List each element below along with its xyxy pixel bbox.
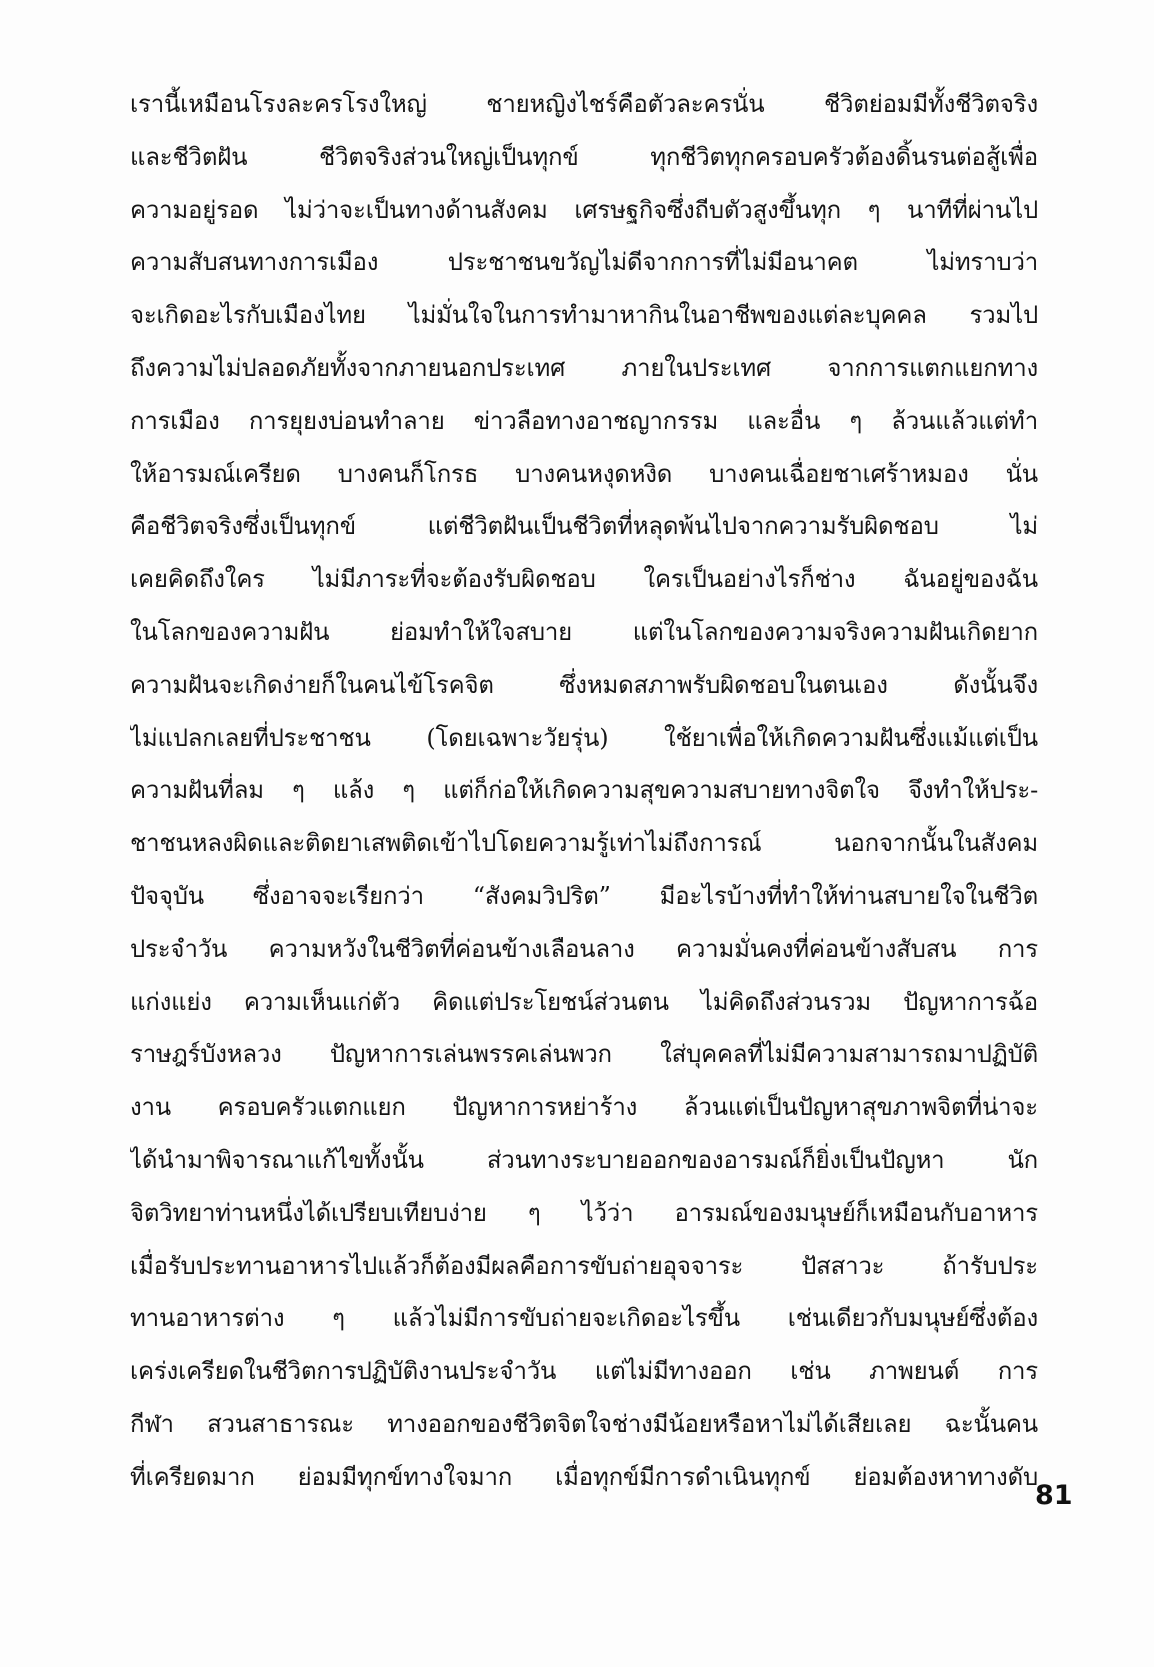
text-line-6: ถึงความไม่ปลอดภัยทั้งจากภายนอกประเทศ ภายในประเทศ จากการแตกแยกทาง	[130, 353, 1038, 382]
text-line-21: ได้นำมาพิจารณาแก้ไขทั้งนั้น ส่วนทางระบายออกของอารมณ์ก็ยิ่งเป็นปัญหา นัก	[130, 1145, 1038, 1174]
text-line-8: ให้อารมณ์เครียด บางคนก็โกรธ บางคนหงุดหงิด บางคนเฉื่อยชาเศร้าหมอง นั่น	[130, 459, 1038, 488]
text-line-23: เมื่อรับประทานอาหารไปแล้วก็ต้องมีผลคือการขับถ่ายอุจจาระ ปัสสาวะ ถ้ารับประ	[130, 1251, 1038, 1280]
text-line-5: จะเกิดอะไรกับเมืองไทย ไม่มั่นใจในการทำมาหากินในอาชีพของแต่ละบุคคล รวมไป	[130, 301, 1038, 330]
text-line-11: ในโลกของความฝัน ย่อมทำให้ใจสบาย แต่ในโลกของความจริงความฝันเกิดยาก	[130, 617, 1038, 646]
text-line-13: ไม่แปลกเลยที่ประชาชน (โดยเฉพาะวัยรุ่น) ใช้ยาเพื่อให้เกิดความฝันซึ่งแม้แต่เป็น	[130, 723, 1038, 752]
text-line-18: แก่งแย่ง ความเห็นแก่ตัว คิดแต่ประโยชน์ส่วนตน ไม่คิดถึงส่วนรวม ปัญหาการฉ้อ	[130, 987, 1038, 1016]
text-line-2: และชีวิตฝัน ชีวิตจริงส่วนใหญ่เป็นทุกข์ ทุกชีวิตทุกครอบครัวต้องดิ้นรนต่อสู้เพื่อ	[130, 142, 1038, 171]
text-line-12: ความฝันจะเกิดง่ายก็ในคนไข้โรคจิต ซึ่งหมดสภาพรับผิดชอบในตนเอง ดังนั้นจึง	[130, 670, 1038, 699]
text-line-25: เคร่งเครียดในชีวิตการปฏิบัติงานประจำวัน แต่ไม่มีทางออก เช่น ภาพยนต์ การ	[130, 1357, 1038, 1386]
text-line-17: ประจำวัน ความหวังในชีวิตที่ค่อนข้างเลือนลาง ความมั่นคงที่ค่อนข้างสับสน การ	[130, 934, 1038, 963]
text-line-10: เคยคิดถึงใคร ไม่มีภาระที่จะต้องรับผิดชอบ ใครเป็นอย่างไรก็ช่าง ฉันอยู่ของฉัน	[130, 565, 1038, 594]
text-line-3: ความอยู่รอด ไม่ว่าจะเป็นทางด้านสังคม เศรษฐกิจซึ่งถีบตัวสูงขึ้นทุก ๆ นาทีที่ผ่านไป	[130, 195, 1038, 224]
text-line-7: การเมือง การยุยงบ่อนทำลาย ข่าวลือทางอาชญากรรม และอื่น ๆ ล้วนแล้วแต่ทำ	[130, 406, 1038, 435]
text-line-15: ชาชนหลงผิดและติดยาเสพติดเข้าไปโดยความรู้เท่าไม่ถึงการณ์ นอกจากนั้นในสังคม	[130, 829, 1038, 858]
text-line-19: ราษฎร์บังหลวง ปัญหาการเล่นพรรคเล่นพวก ใส่บุคคลที่ไม่มีความสามารถมาปฏิบัติ	[130, 1040, 1038, 1069]
text-line-27: ที่เครียดมาก ย่อมมีทุกข์ทางใจมาก เมื่อทุกข์มีการดำเนินทุกข์ ย่อมต้องหาทางดับ	[130, 1462, 1038, 1491]
text-line-16: ปัจจุบัน ซึ่งอาจจะเรียกว่า “สังคมวิปริต” มีอะไรบ้างที่ทำให้ท่านสบายใจในชีวิต	[130, 881, 1038, 910]
text-line-14: ความฝันที่ลม ๆ แล้ง ๆ แต่ก็ก่อให้เกิดความสุขความสบายทางจิตใจ จึงทำให้ประ-	[130, 776, 1038, 805]
page-number: 81	[1035, 1480, 1073, 1511]
text-line-1: เรานี้เหมือนโรงละครโรงใหญ่ ชายหญิงไชร์คือตัวละครนั่น ชีวิตย่อมมีทั้งชีวิตจริง	[130, 90, 1038, 118]
text-line-4: ความสับสนทางการเมือง ประชาชนขวัญไม่ดีจากการที่ไม่มีอนาคต ไม่ทราบว่า	[130, 248, 1038, 277]
text-line-22: จิตวิทยาท่านหนึ่งได้เปรียบเทียบง่าย ๆ ไว้ว่า อารมณ์ของมนุษย์ก็เหมือนกับอาหาร	[130, 1198, 1038, 1227]
text-line-20: งาน ครอบครัวแตกแยก ปัญหาการหย่าร้าง ล้วนแต่เป็นปัญหาสุขภาพจิตที่น่าจะ	[130, 1093, 1038, 1122]
text-line-24: ทานอาหารต่าง ๆ แล้วไม่มีการขับถ่ายจะเกิดอะไรขึ้น เช่นเดียวกับมนุษย์ซึ่งต้อง	[130, 1304, 1038, 1333]
body-text	[130, 78, 1038, 1504]
text-line-9: คือชีวิตจริงซึ่งเป็นทุกข์ แต่ชีวิตฝันเป็นชีวิตที่หลุดพ้นไปจากความรับผิดชอบ ไม่	[130, 512, 1038, 541]
text-line-26: กีฬา สวนสาธารณะ ทางออกของชีวิตจิตใจช่างมีน้อยหรือหาไม่ได้เสียเลย ฉะนั้นคน	[130, 1409, 1038, 1438]
